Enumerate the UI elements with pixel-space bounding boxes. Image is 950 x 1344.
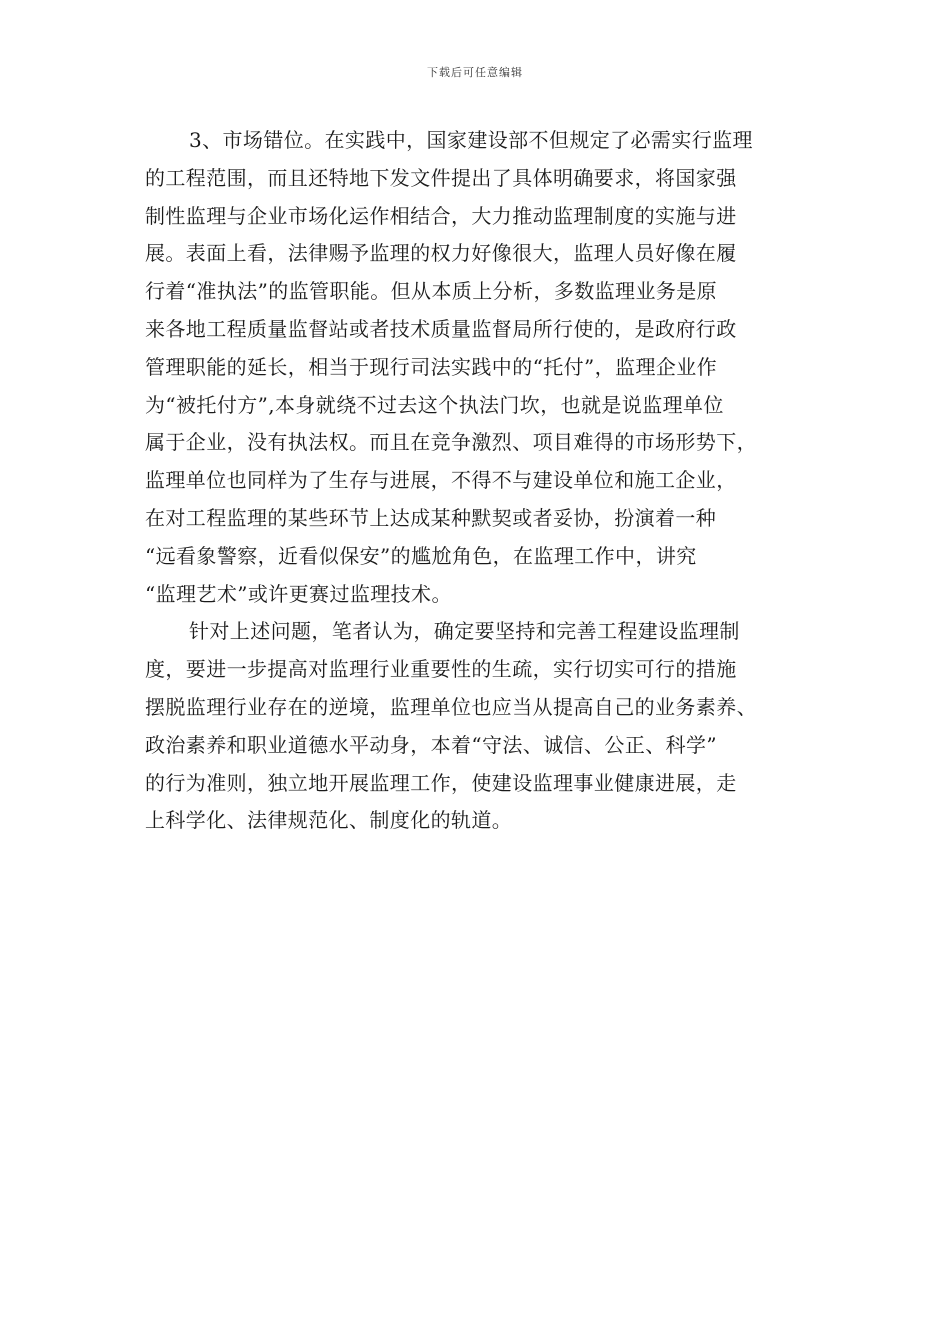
text-line: 3、市场错位。在实践中，国家建设部不但规定了必需实行监理 [189, 128, 753, 152]
text-line: “监理艺术”或许更赛过监理技术。 [145, 581, 452, 606]
text-line: 摆脱监理行业存在的逆境，监理单位也应当从提高自己的业务素养、 [145, 694, 757, 719]
text-line: 管理职能的延长，相当于现行司法实践中的“托付”，监理企业作 [145, 354, 718, 379]
text-line: 展。表面上看，法律赐予监理的权力好像很大，监理人员好像在履 [145, 241, 737, 266]
document-body [145, 122, 809, 840]
paragraph-recommendations [145, 613, 809, 840]
paragraph-market-misplacement [145, 122, 809, 613]
text-line: 上科学化、法律规范化、制度化的轨道。 [145, 808, 513, 833]
text-line: “远看象警察，近看似保安”的尴尬角色，在监理工作中，讲究 [145, 543, 697, 568]
page-header-note: 下载后可任意编辑 [427, 66, 523, 79]
text-line: 的行为准则，独立地开展监理工作，使建设监理事业健康进展，走 [145, 770, 737, 795]
text-line: 监理单位也同样为了生存与进展，不得不与建设单位和施工企业， [145, 468, 737, 493]
text-line: 政治素养和职业道德水平动身，本着“守法、诚信、公正、科学” [145, 732, 718, 757]
text-line: 度，要进一步提高对监理行业重要性的生疏，实行切实可行的措施 [145, 657, 737, 682]
text-line: 行着“准执法”的监管职能。但从本质上分析，多数监理业务是原 [145, 279, 718, 304]
text-line: 属于企业，没有执法权。而且在竞争激烈、项目难得的市场形势下， [145, 430, 757, 455]
text-line: 为“被托付方”,本身就绕不过去这个执法门坎，也就是说监理单位 [145, 392, 724, 417]
text-line: 制性监理与企业市场化运作相结合，大力推动监理制度的实施与进 [145, 203, 737, 228]
text-line: 针对上述问题，笔者认为，确定要坚持和完善工程建设监理制 [189, 619, 740, 644]
text-line: 在对工程监理的某些环节上达成某种默契或者妥协，扮演着一种 [145, 505, 717, 530]
text-line: 的工程范围，而且还特地下发文件提出了具体明确要求，将国家强 [145, 165, 737, 190]
text-line: 来各地工程质量监督站或者技术质量监督局所行使的，是政府行政 [145, 316, 737, 341]
